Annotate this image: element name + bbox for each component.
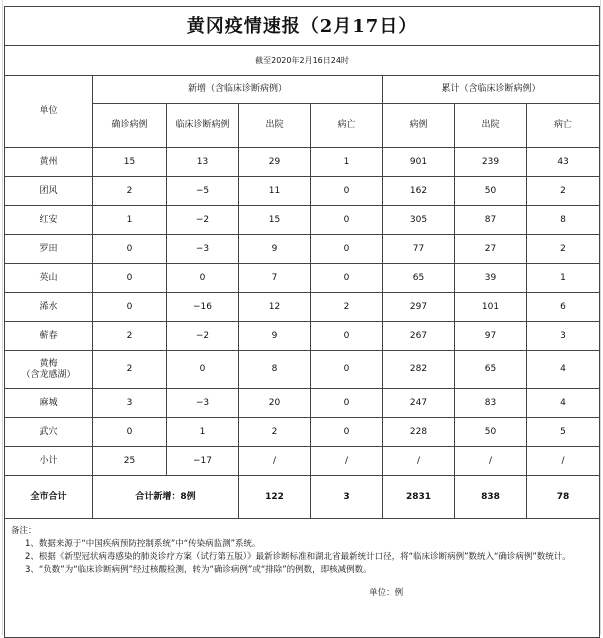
table-cell: 0 [167,264,239,293]
note-item: 2、根据《新型冠状病毒感染的肺炎诊疗方案（试行第五版）》最新诊断标准和湖北省最新统计口径，将“临床诊断病例”数统入“确诊病例”数统计。 [25,552,571,562]
table-cell: / [527,447,600,476]
table-cell: 0 [311,389,383,418]
table-cell: 3 [93,389,167,418]
notes-section [5,519,600,638]
table-cell: 39 [455,264,527,293]
table-cell: 15 [239,206,311,235]
table-row [5,389,600,418]
unit-name: 小计 [39,455,58,466]
table-cell: 305 [383,206,455,235]
table-cell: 101 [455,293,527,322]
row-unit [5,293,93,322]
table-cell: 87 [455,206,527,235]
table-cell: / [455,447,527,476]
note-item: 1、数据来源于“中国疾病预防控制系统”中“传染病监测”系统。 [25,539,261,549]
table-cell: −2 [167,322,239,351]
table-cell: 901 [383,148,455,177]
table-cell: 29 [239,148,311,177]
table-cell: 0 [311,418,383,447]
table-row [5,293,600,322]
row-unit [5,264,93,293]
table-cell: 11 [239,177,311,206]
table-cell: 27 [455,235,527,264]
table-cell: 20 [239,389,311,418]
table-cell: 6 [527,293,600,322]
row-unit [5,389,93,418]
row-unit [5,148,93,177]
table-cell: 0 [311,177,383,206]
table-cell: 8 [527,206,600,235]
table-cell: 13 [167,148,239,177]
column-header: 临床诊断病例 [167,104,239,148]
unit-note: （含龙感湖） [21,369,76,380]
unit-name: 黄梅 [39,358,58,369]
notes-heading: 备注： [11,526,37,536]
column-header: 病亡 [311,104,383,148]
report-title: 黄冈疫情速报（2月17日） [5,7,600,46]
table-cell: −2 [167,206,239,235]
row-unit [5,418,93,447]
row-unit [5,447,93,476]
column-header: 病亡 [527,104,600,148]
table-cell: 0 [311,264,383,293]
as-of-date: 截至2020年2月16日24时 [5,46,600,76]
table-cell: 78 [527,476,600,519]
table-cell: 0 [93,235,167,264]
column-header: 确诊病例 [93,104,167,148]
table-cell: 7 [239,264,311,293]
table-cell: 0 [311,351,383,389]
table-cell: 267 [383,322,455,351]
table-cell: 2 [93,351,167,389]
table-cell: −17 [167,447,239,476]
cumulative-group-header: 累计（含临床诊断病例） [383,76,600,104]
unit-name: 麻城 [39,397,58,408]
table-cell: 4 [527,389,600,418]
table-cell: −16 [167,293,239,322]
table-cell: / [383,447,455,476]
table-cell: 0 [93,418,167,447]
unit-name: 英山 [39,272,58,283]
row-unit [5,235,93,264]
table-cell: 77 [383,235,455,264]
table-row [5,322,600,351]
table-cell: 297 [383,293,455,322]
table-cell: 2 [527,235,600,264]
table-cell: 1 [167,418,239,447]
table-row [5,235,600,264]
table-cell: 25 [93,447,167,476]
table-cell: 247 [383,389,455,418]
table-cell: 15 [93,148,167,177]
table-cell: 838 [455,476,527,519]
table-cell: 0 [93,293,167,322]
column-header: 出院 [455,104,527,148]
unit-header: 单位 [5,76,93,148]
total-new-label: 合计新增：8例 [93,476,239,519]
table-row [5,264,600,293]
table-cell: 0 [311,235,383,264]
table-cell: 3 [311,476,383,519]
table-cell: 3 [527,322,600,351]
total-row [5,476,600,519]
table-row [5,206,600,235]
table-row [5,447,600,476]
table-cell: 1 [93,206,167,235]
column-header: 病例 [383,104,455,148]
table-cell: 2 [93,322,167,351]
table-cell: 0 [93,264,167,293]
table-cell: 4 [527,351,600,389]
table-cell: 1 [527,264,600,293]
gridline [600,0,601,635]
table-cell: −3 [167,235,239,264]
unit-name: 团风 [39,185,58,196]
table-cell: 2 [93,177,167,206]
table-row [5,177,600,206]
table-row [5,418,600,447]
row-unit [5,322,93,351]
table-cell: 50 [455,177,527,206]
unit-name: 蕲春 [39,330,58,341]
unit-note: 单位：例 [369,588,404,598]
row-unit [5,351,93,389]
unit-name: 红安 [39,214,58,225]
table-cell: 83 [455,389,527,418]
table-cell: 43 [527,148,600,177]
table-cell: 5 [527,418,600,447]
data-rows [5,148,600,476]
table-cell: 239 [455,148,527,177]
table-cell: 2 [239,418,311,447]
total-label: 全市合计 [5,476,93,519]
new-group-header: 新增（含临床诊断病例） [93,76,383,104]
unit-name: 武穴 [39,426,58,437]
table-cell: −3 [167,389,239,418]
table-row [5,148,600,177]
unit-name: 黄州 [39,156,58,167]
table-row [5,351,600,389]
table-cell: 65 [383,264,455,293]
table-cell: 0 [167,351,239,389]
table-cell: / [311,447,383,476]
note-item: 3、“负数”为“临床诊断病例”经过核酸检测，转为“确诊病例”或“排除”的例数，即核减例数。 [25,565,372,575]
table-cell: 2831 [383,476,455,519]
table-cell: 122 [239,476,311,519]
table-cell: 162 [383,177,455,206]
unit-name: 罗田 [39,243,58,254]
table-cell: 282 [383,351,455,389]
row-unit [5,206,93,235]
table-cell: / [239,447,311,476]
table-cell: −5 [167,177,239,206]
table-cell: 8 [239,351,311,389]
table-cell: 65 [455,351,527,389]
table-cell: 2 [527,177,600,206]
column-header: 出院 [239,104,311,148]
table-cell: 9 [239,322,311,351]
table-cell: 12 [239,293,311,322]
table-cell: 50 [455,418,527,447]
table-cell: 9 [239,235,311,264]
table-cell: 0 [311,322,383,351]
table-cell: 228 [383,418,455,447]
table-cell: 97 [455,322,527,351]
unit-name: 浠水 [39,301,58,312]
table-cell: 2 [311,293,383,322]
table-cell: 1 [311,148,383,177]
gridline [2,0,3,635]
table-cell: 0 [311,206,383,235]
row-unit [5,177,93,206]
epidemic-report-table [4,6,600,638]
